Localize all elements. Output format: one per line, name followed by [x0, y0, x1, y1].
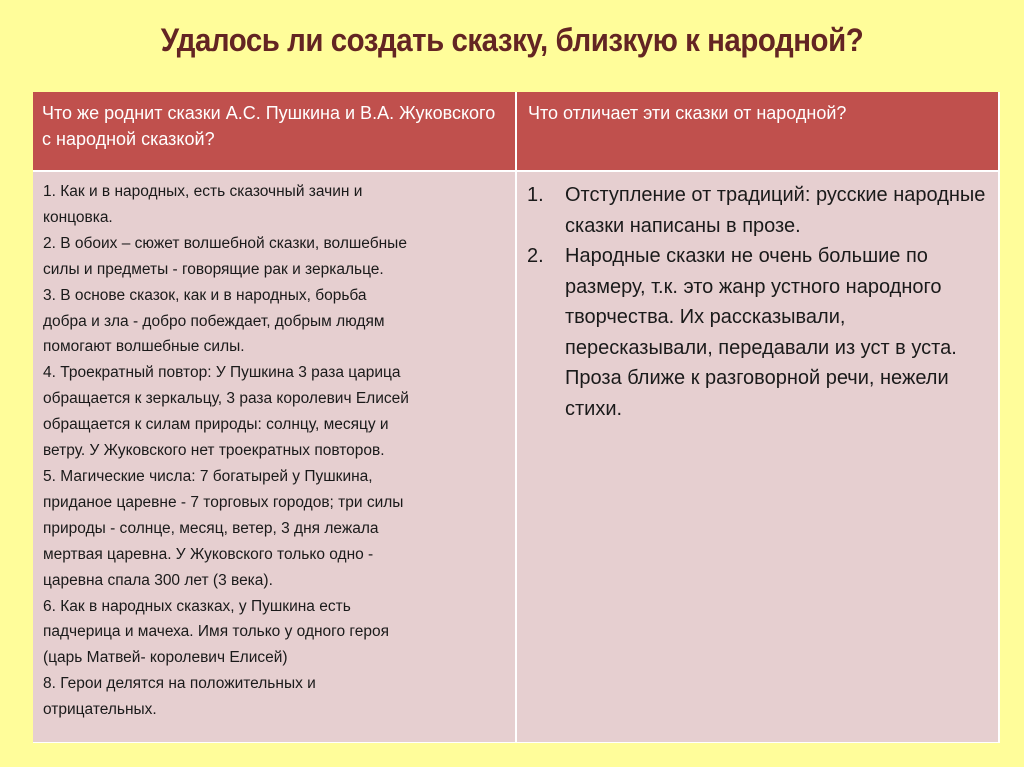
similarities-line: 8. Герои делятся на положительных и — [43, 675, 316, 693]
similarities-line: ветру. У Жуковского нет троекратных повторов. — [43, 442, 385, 460]
similarities-line: обращается к зеркальцу, 3 раза королевич Елисей — [43, 390, 409, 408]
item-text: Народные сказки не очень большие по размеру, т.к. это жанр устного народного творчества. Их рассказывали, пересказывали, передавали из уст в уста. Проза ближе к разговорной речи, нежели стихи. — [565, 245, 957, 420]
similarities-line: концовка. — [43, 208, 113, 226]
differences-cell — [517, 172, 998, 742]
similarities-line: 2. В обоих – сюжет волшебной сказки, волшебные — [43, 234, 407, 252]
similarities-cell — [33, 172, 515, 742]
similarities-line: помогают волшебные силы. — [43, 338, 245, 356]
item-number: 1. — [527, 184, 544, 206]
header-differences: Что отличает эти сказки от народной? — [517, 92, 998, 170]
slide-title: Удалось ли создать сказку, близкую к народной? — [160, 22, 864, 58]
differences-list — [527, 180, 988, 424]
similarities-line: падчерица и мачеха. Имя только у одного героя — [43, 623, 389, 641]
similarities-line: (царь Матвей- королевич Елисей) — [43, 649, 288, 667]
differences-item — [527, 180, 988, 241]
similarities-line: силы и предметы - говорящие рак и зеркальце. — [43, 260, 384, 278]
similarities-line: природы - солнце, месяц, ветер, 3 дня лежала — [43, 519, 379, 537]
similarities-line: обращается к силам природы: солнцу, месяцу и — [43, 416, 389, 434]
differences-item — [527, 241, 988, 424]
similarities-line: 5. Магические числа: 7 богатырей у Пушкина, — [43, 467, 373, 485]
item-text: Отступление от традиций: русские народные сказки написаны в прозе. — [565, 184, 986, 237]
item-number: 2. — [527, 245, 544, 267]
similarities-line: 6. Как в народных сказках, у Пушкина есть — [43, 597, 351, 615]
similarities-line: 1. Как и в народных, есть сказочный зачин и — [43, 183, 363, 200]
similarities-line: 3. В основе сказок, как и в народных, борьба — [43, 286, 367, 304]
similarities-line: отрицательных. — [43, 701, 157, 719]
similarities-line: царевна спала 300 лет (3 века). — [43, 571, 273, 589]
similarities-line: добра и зла - добро побеждает, добрым людям — [43, 312, 385, 330]
similarities-line: мертвая царевна. У Жуковского только одно - — [43, 545, 374, 563]
header-similarities: Что же роднит сказки А.С. Пушкина и В.А. Жуковского с народной сказкой? — [33, 92, 515, 170]
similarities-line: приданое царевне - 7 торговых городов; три силы — [43, 493, 404, 511]
comparison-table — [33, 92, 1000, 743]
similarities-line: 4. Троекратный повтор: У Пушкина 3 раза царица — [43, 364, 401, 382]
